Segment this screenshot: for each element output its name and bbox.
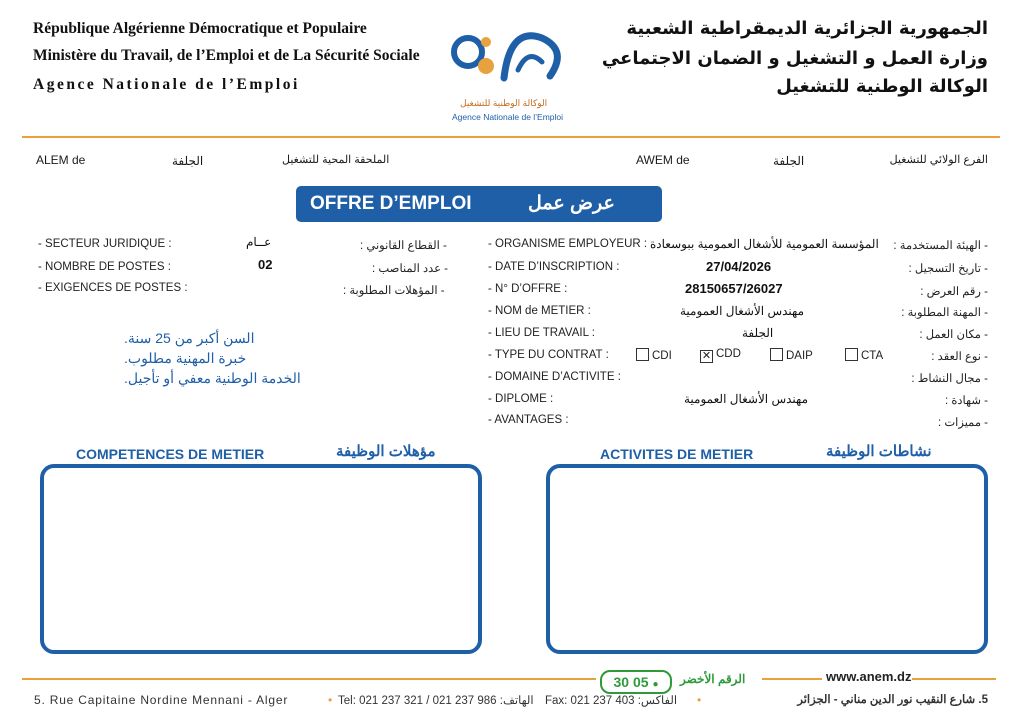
header-fr-line2: Ministère du Travail, de l’Emploi et de La Sécurité Sociale <box>33 47 420 64</box>
checkbox[interactable] <box>636 348 649 361</box>
field-exigences-label: - EXIGENCES DE POSTES : <box>38 282 188 294</box>
field-contrat-ar: - نوع العقد : <box>931 351 988 363</box>
field-metier-ar: - المهنة المطلوبة : <box>901 307 988 319</box>
competences-title-ar: مؤهلات الوظيفة <box>336 443 436 460</box>
field-domaine-ar: - مجال النشاط : <box>911 373 988 385</box>
header-fr-line1: République Algérienne Démocratique et Populaire <box>33 20 367 37</box>
requirement-item: الخدمة الوطنية معفي أو تأجيل. <box>124 370 301 386</box>
header-fr-line3: Agence Nationale de l’Emploi <box>33 76 300 93</box>
header-divider <box>22 136 1000 138</box>
contract-option-cdd[interactable]: ✕ CDD <box>701 348 741 362</box>
field-avantages-ar: - مميزات : <box>937 417 988 429</box>
green-number-badge: 30 05 ● <box>600 670 672 694</box>
footer-divider-left <box>22 678 596 680</box>
field-exigences-ar: - المؤهلات المطلوبة : <box>343 285 445 297</box>
competences-box[interactable] <box>40 464 482 654</box>
field-offre-ar: - رقم العرض : <box>920 286 988 298</box>
alem-label: ALEM de <box>36 153 86 167</box>
field-diplome-ar: - شهادة : <box>944 395 988 407</box>
field-organisme-label: - ORGANISME EMPLOYEUR : <box>488 238 648 250</box>
logo-fr: Agence Nationale de l’Emploi <box>452 112 564 122</box>
header-ar-line2: وزارة العمل و التشغيل و الضمان الاجتماعي <box>601 48 988 69</box>
header-ar-line1: الجمهورية الجزائرية الديمقراطية الشعبية <box>626 18 988 39</box>
contract-option-cta[interactable]: CTA <box>845 348 883 362</box>
footer-address-ar: 5. شارع النقيب نور الدين مناني - الجزائر <box>797 694 988 706</box>
contract-option-daip[interactable]: DAIP <box>770 348 813 362</box>
checkbox[interactable] <box>845 348 858 361</box>
field-contrat-label: - TYPE DU CONTRAT : <box>488 349 609 361</box>
checkbox-checked[interactable]: ✕ <box>701 350 712 362</box>
field-postes-ar: - عدد المناصب : <box>372 263 449 275</box>
logo-ar: الوكالة الوطنية للتشغيل <box>460 98 548 108</box>
field-diplome-value: مهندس الأشغال العمومية <box>684 392 808 406</box>
field-organisme-ar: - الهيئة المستخدمة : <box>893 240 988 252</box>
phone-icon: ● <box>652 679 659 690</box>
field-domaine-label: - DOMAINE D’ACTIVITE : <box>488 371 621 383</box>
header-ar-line3: الوكالة الوطنية للتشغيل <box>776 76 988 97</box>
field-offre-label: - N° D’OFFRE : <box>488 283 568 295</box>
field-date-ar: - تاريخ التسجيل : <box>908 263 988 275</box>
activites-title-fr: ACTIVITES DE METIER <box>600 446 754 462</box>
field-postes-value: 02 <box>258 257 273 272</box>
field-postes-label: - NOMBRE DE POSTES : <box>38 261 171 273</box>
field-avantages-label: - AVANTAGES : <box>488 414 569 426</box>
checkbox[interactable] <box>770 348 783 361</box>
footer-sep: • <box>697 693 702 707</box>
footer-tel: Tel: 021 237 321 / 021 237 986 :الهاتف <box>338 695 534 707</box>
field-secteur-ar: - القطاع القانوني : <box>360 240 447 252</box>
banner-title-fr: OFFRE D’EMPLOI <box>310 193 472 214</box>
website-link[interactable]: www.anem.dz <box>826 669 912 684</box>
banner-title-ar: عرض عمل <box>528 193 615 214</box>
footer-fax: Fax: 021 237 403 :الفاكس <box>545 695 678 707</box>
field-metier-label: - NOM de METIER : <box>488 305 591 317</box>
field-date-label: - DATE D’INSCRIPTION : <box>488 261 620 273</box>
field-secteur-value: عــام <box>246 235 272 249</box>
field-lieu-value: الجلفة <box>742 326 774 340</box>
awem-value: الجلفة <box>773 154 805 168</box>
green-number-label: الرقم الأخضر <box>680 672 746 686</box>
field-date-value: 27/04/2026 <box>706 259 772 274</box>
field-metier-value: مهندس الأشغال العمومية <box>680 304 804 318</box>
anem-logo-icon <box>446 18 574 98</box>
alem-value: الجلفة <box>172 154 204 168</box>
field-lieu-ar: - مكان العمل : <box>919 329 988 341</box>
footer-divider-mid <box>762 678 822 680</box>
field-organisme-value: المؤسسة العمومية للأشغال العمومية ببوسعادة <box>650 237 879 251</box>
awem-label: AWEM de <box>636 153 690 167</box>
requirement-item: خبرة المهنية مطلوب. <box>124 350 247 366</box>
field-secteur-label: - SECTEUR JURIDIQUE : <box>38 238 172 250</box>
offer-banner <box>296 186 662 222</box>
footer-divider-right <box>912 678 996 680</box>
activites-box[interactable] <box>546 464 988 654</box>
alem-ar-label: الملحقة المحية للتشغيل <box>282 154 390 166</box>
requirement-item: السن أكبر من 25 سنة. <box>124 330 255 346</box>
contract-option-cdi[interactable]: CDI <box>636 348 672 362</box>
footer-address-fr: 5. Rue Capitaine Nordine Mennani - Alger <box>34 693 289 707</box>
field-lieu-label: - LIEU DE TRAVAIL : <box>488 327 595 339</box>
anem-logo <box>446 18 574 130</box>
activites-title-ar: نشاطات الوظيفة <box>826 443 932 460</box>
competences-title-fr: COMPETENCES DE METIER <box>76 446 265 462</box>
footer-sep: • <box>328 693 333 707</box>
field-offre-value: 28150657/26027 <box>685 281 783 296</box>
field-diplome-label: - DIPLOME : <box>488 393 554 405</box>
awem-ar-label: الفرع الولائي للتشغيل <box>889 154 988 166</box>
